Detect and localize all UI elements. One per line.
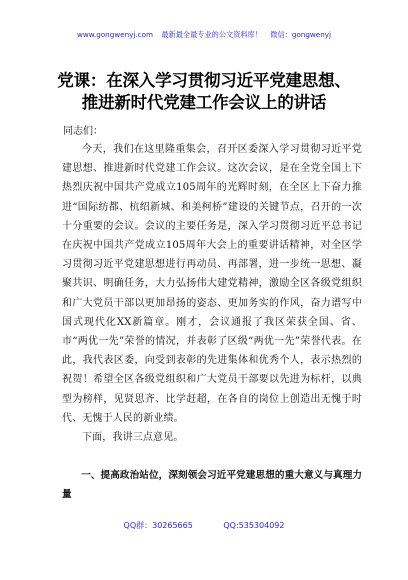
footer-qq-group: QQ群：30265665 [123,521,193,530]
paragraph-2: 下面，我讲三点意见。 [82,432,184,444]
salutation: 同志们： [63,126,103,137]
footer-qq: QQ:535304092 [223,521,285,530]
section-heading: 一、提高政治站位，深刻领会习近平党建思想的重大意义与真理力量 [62,470,362,500]
document-title [0,70,408,114]
header-website-link[interactable]: www.gongwenyj.com [76,30,154,39]
page-header [0,30,408,40]
title-line-2: 推进新时代党建工作会议上的讲话 [81,93,327,112]
title-line-1: 党课：在深入学习贯彻习近平党建思想、 [57,71,351,90]
paragraph-1: 今天，我们在这里隆重集会，召开区委深入学习贯彻习近平党建思想、推进新时代党建工作会议。这次会议，是在全党全国上下热烈庆祝中国共产党成立105周年的光辉时刻，在全区上下奋力推进“国际纺都、杭绍新城、和美柯桥”建设的关键节点，召开的一次十分重要的会议。会议的主要任务是，深入学习贯彻习近平总书记在庆祝中国共产党成立105周年大会上的重要讲话精神，对全区学习贯彻习近平党建思想进行再动员、再部署，进一步统一思想、凝聚共识、明确任务，大力弘扬伟大建党精神，激励全区各级党组织和广大党员干部以更加昂扬的姿态、更加务实的作风，奋力谱写中国式现代化XX新篇章。刚才，会议通报了我区荣获全国、省、市“两优一先”荣誉的情况，并表彰了区级“两优一先”荣誉代表。在此，我代表区委，向受到表彰的先进集体和优秀个人，表示热烈的祝贺！希望全区各级党组织和广大党员干部要以先进为标杆，以典型为榜样，见贤思齐、比学赶超，在各自的岗位上创造出无愧于时代、无愧于人民的新业绩。 [62,144,362,424]
header-wechat: 微信：gongwenyj [270,30,332,39]
header-slogan: 最新最全最专业的公文资料库！ [161,30,262,39]
page-footer [0,520,408,531]
body-text [62,140,362,447]
